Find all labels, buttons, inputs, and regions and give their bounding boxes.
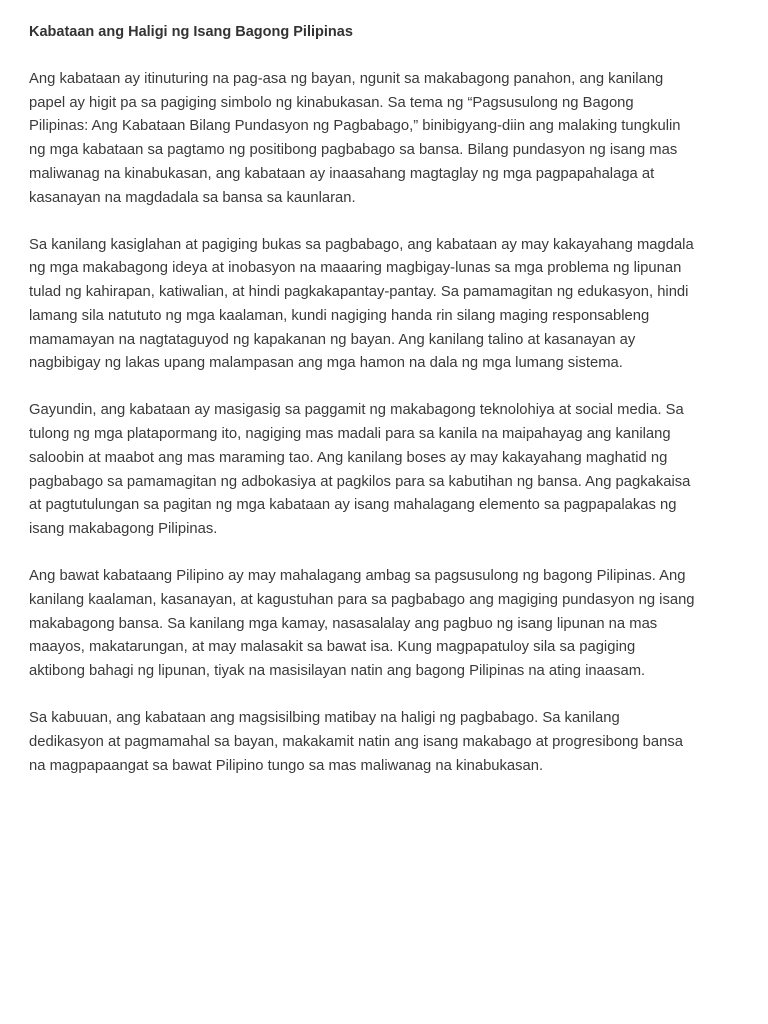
paragraph: [29, 234, 738, 376]
paragraph-line: kanilang kaalaman, kasanayan, at kagustuhan para sa pagbabago ang magiging pundasyon ng isang: [29, 591, 695, 608]
paragraph-line: Pilipinas: Ang Kabataan Bilang Pundasyon ng Pagbabago,” binibigyang-diin ang malaking tungkulin: [29, 118, 681, 135]
paragraph-line: papel ay higit pa sa pagiging simbolo ng kinabukasan. Sa tema ng “Pagsusulong ng Bagong: [29, 94, 634, 111]
paragraph-line: mamamayan na nagtataguyod ng kapakanan ng bayan. Ang kanilang talino at kasanayan ay: [29, 331, 636, 348]
paragraph-line: na magpapaangat sa bawat Pilipino tungo sa mas maliwanag na kinabukasan.: [29, 757, 544, 774]
paragraph-line: Ang kabataan ay itinuturing na pag-asa ng bayan, ngunit sa makabagong panahon, ang kanilang: [29, 71, 664, 87]
paragraph: [29, 399, 738, 541]
document-body: [29, 68, 738, 778]
paragraph-line: maayos, makatarungan, at may malasakit sa bawat isa. Kung magpapatuloy sila sa pagiging: [29, 639, 636, 656]
paragraph-line: isang makabagong Pilipinas.: [29, 520, 218, 537]
paragraph-line: lamang sila natututo ng mga kaalaman, kundi nagiging handa rin silang maging responsableng: [29, 307, 650, 324]
paragraph-line: aktibong bahagi ng lipunan, tiyak na masisilayan natin ang bagong Pilipinas na ating inaasam.: [29, 662, 646, 679]
paragraph-line: saloobin at maabot ang mas maraming tao. Ang kanilang boses ay may kakayahang maghatid ng: [29, 449, 668, 466]
paragraph-line: dedikasyon at pagmamahal sa bayan, makakamit natin ang isang makabago at progresibong bansa: [29, 733, 683, 750]
paragraph-line: tulong ng mga platapormang ito, nagiging mas madali para sa kanila na maipahayag ang kanilang: [29, 426, 671, 443]
paragraph-line: Sa kabuuan, ang kabataan ang magsisilbing matibay na haligi ng pagbabago. Sa kanilang: [29, 710, 620, 727]
paragraph: [29, 565, 738, 684]
paragraph-line: at pagtutulungan sa pagitan ng mga kabataan ay isang mahalagang elemento sa pagpapalakas ng: [29, 497, 677, 514]
paragraph-line: Gayundin, ang kabataan ay masigasig sa paggamit ng makabagong teknolohiya at social media. Sa: [29, 402, 684, 419]
paragraph-line: maliwanag na kinabukasan, ang kabataan ay inaasahang magtaglay ng mga pagpapahalaga at: [29, 165, 655, 182]
paragraph: [29, 68, 738, 210]
paragraph-line: ng mga makabagong ideya at inobasyon na maaaring magbigay-lunas sa mga problema ng lipunan: [29, 260, 682, 277]
paragraph: [29, 707, 738, 778]
paragraph-line: pagbabago sa pamamagitan ng adbokasiya at pagkilos para sa kabutihan ng bansa. Ang pagkakaisa: [29, 473, 691, 490]
paragraph-line: kasanayan na magdadala sa bansa sa kaunlaran.: [29, 189, 356, 206]
paragraph-line: Sa kanilang kasiglahan at pagiging bukas sa pagbabago, ang kabataan ay may kakayahang magdala: [29, 236, 694, 253]
document-title: Kabataan ang Haligi ng Isang Bagong Pilipinas: [29, 24, 353, 40]
paragraph-line: Ang bawat kabataang Pilipino ay may mahalagang ambag sa pagsusulong ng bagong Pilipinas. Ang: [29, 568, 686, 585]
paragraph-line: ng mga kabataan sa pagtamo ng positibong pagbabago sa bansa. Bilang pundasyon ng isang mas: [29, 142, 678, 159]
paragraph-line: nagbibigay ng lakas upang malampasan ang mga hamon na dala ng mga lumang sistema.: [29, 355, 623, 372]
paragraph-line: tulad ng kahirapan, katiwalian, at hindi pagkakapantay-pantay. Sa pamamagitan ng edukasyon, hindi: [29, 284, 689, 301]
paragraph-line: makabagong bansa. Sa kanilang mga kamay, nasasalalay ang pagbuo ng isang lipunan na mas: [29, 615, 658, 632]
